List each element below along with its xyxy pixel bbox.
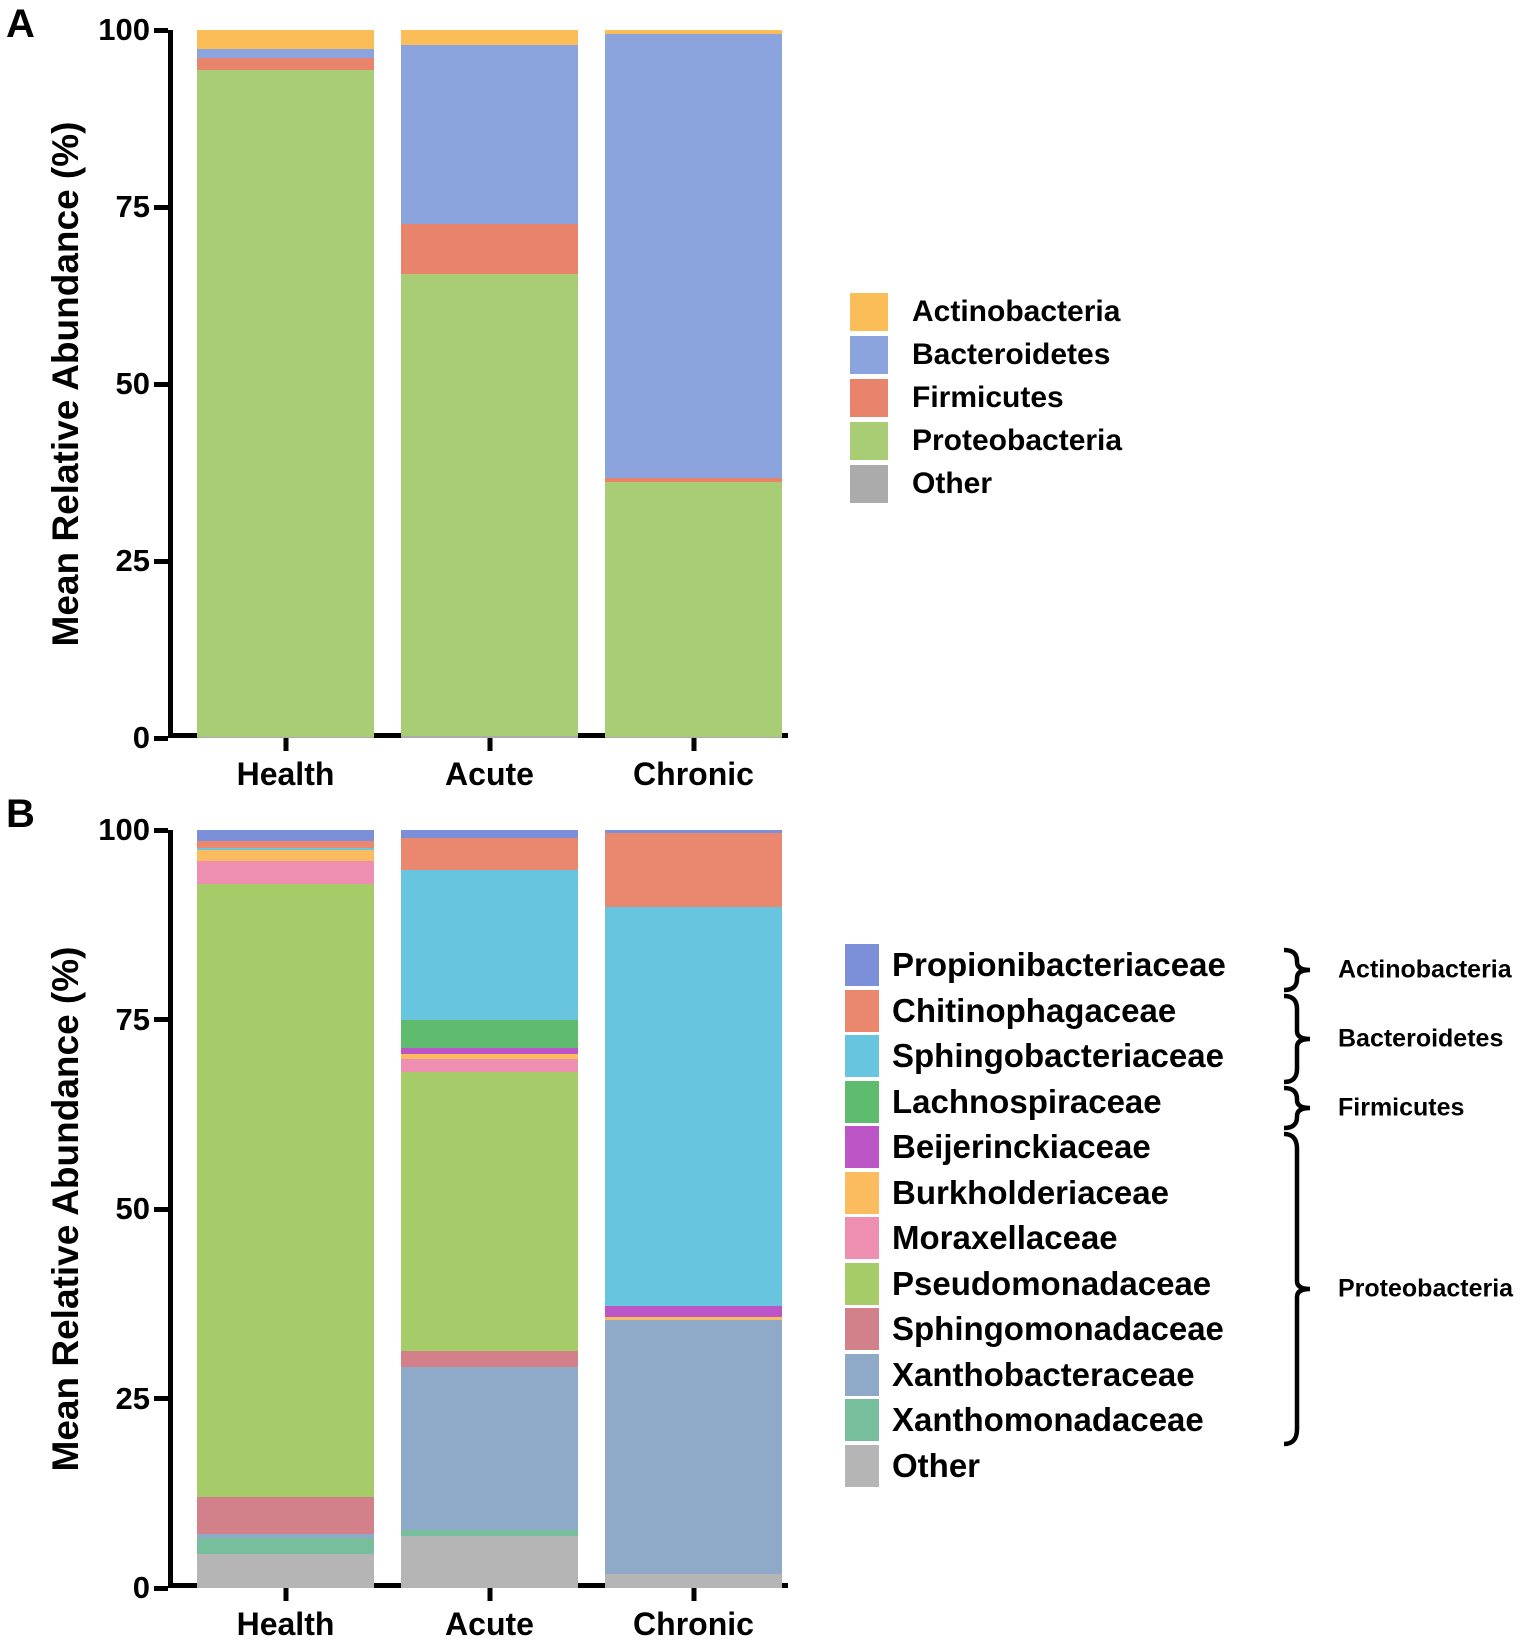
segment-xanthobacteraceae bbox=[605, 1320, 782, 1574]
segment-sphingomonadaceae bbox=[197, 1497, 374, 1534]
segment-beijerinckiaceae bbox=[605, 1306, 782, 1317]
segment-sphingobacteriaceae bbox=[605, 907, 782, 1306]
legend-b-swatch-xanthobacteraceae bbox=[845, 1354, 879, 1396]
bracket-actinobacteria bbox=[1282, 947, 1316, 993]
segment-proteobacteria bbox=[197, 70, 374, 737]
segment-other bbox=[605, 1574, 782, 1588]
y-tick-label: 50 bbox=[115, 1191, 150, 1226]
legend-b-swatch-xanthomonadaceae bbox=[845, 1399, 879, 1441]
x-category-label-health: Health bbox=[236, 756, 335, 792]
y-tick-mark bbox=[154, 205, 168, 210]
y-tick-mark bbox=[154, 1017, 168, 1022]
legend-b-swatch-moraxellaceae bbox=[845, 1217, 879, 1259]
legend-b-label-xanthobacteraceae: Xanthobacteraceae bbox=[892, 1355, 1195, 1393]
x-tick-mark bbox=[487, 738, 492, 751]
legend-a-label-bacteroidetes: Bacteroidetes bbox=[912, 338, 1111, 371]
segment-bacteroidetes bbox=[605, 34, 782, 479]
segment-xanthobacteraceae bbox=[401, 1367, 578, 1530]
legend-b-swatch-sphingobacteriaceae bbox=[845, 1035, 879, 1077]
x-tick-mark bbox=[691, 738, 696, 751]
y-tick-label: 0 bbox=[132, 1570, 150, 1605]
segment-moraxellaceae bbox=[401, 1059, 578, 1072]
phylum-label-firmicutes: Firmicutes bbox=[1338, 1093, 1465, 1122]
y-tick-label: 0 bbox=[132, 720, 150, 755]
stacked-bar-chronic bbox=[605, 830, 782, 1588]
legend-b-swatch-burkholderiaceae bbox=[845, 1172, 879, 1214]
y-tick-mark bbox=[154, 559, 168, 564]
segment-actinobacteria bbox=[401, 30, 578, 45]
x-category-label-health: Health bbox=[236, 1606, 335, 1640]
stacked-bar-health bbox=[197, 830, 374, 1588]
y-tick-mark bbox=[154, 736, 168, 741]
segment-chitinophagaceae bbox=[401, 838, 578, 870]
segment-sphingomonadaceae bbox=[401, 1351, 578, 1368]
y-tick-mark bbox=[154, 828, 168, 833]
y-tick-mark bbox=[154, 1207, 168, 1212]
y-tick-label: 75 bbox=[115, 1001, 150, 1037]
segment-bacteroidetes bbox=[401, 45, 578, 224]
legend-b-label-burkholderiaceae: Burkholderiaceae bbox=[892, 1173, 1169, 1211]
phylum-label-bacteroidetes: Bacteroidetes bbox=[1338, 1024, 1504, 1053]
x-tick-mark bbox=[283, 738, 288, 751]
legend-a-swatch-other bbox=[850, 465, 888, 503]
legend-b-swatch-propionibacteriaceae bbox=[845, 944, 879, 986]
segment-proteobacteria bbox=[605, 482, 782, 736]
y-tick-mark bbox=[154, 382, 168, 387]
segment-pseudomonadaceae bbox=[197, 884, 374, 1497]
legend-b-label-lachnospiraceae: Lachnospiraceae bbox=[892, 1082, 1162, 1120]
bracket-proteobacteria bbox=[1282, 1131, 1316, 1447]
y-tick-label: 100 bbox=[98, 12, 150, 47]
segment-chitinophagaceae bbox=[605, 833, 782, 907]
legend-a-label-other: Other bbox=[912, 467, 993, 500]
legend-b-label-other: Other bbox=[892, 1446, 981, 1484]
stacked-bar-health bbox=[197, 30, 374, 738]
segment-chitinophagaceae bbox=[197, 841, 374, 848]
segment-other bbox=[197, 1554, 374, 1588]
segment-pseudomonadaceae bbox=[401, 1072, 578, 1351]
x-category-label-chronic: Chronic bbox=[633, 1606, 754, 1640]
segment-firmicutes bbox=[401, 224, 578, 274]
y-tick-label: 75 bbox=[115, 189, 150, 224]
legend-b-label-sphingobacteriaceae: Sphingobacteriaceae bbox=[892, 1037, 1224, 1074]
legend-b-swatch-sphingomonadaceae bbox=[845, 1308, 879, 1350]
x-category-label-acute: Acute bbox=[445, 1606, 534, 1640]
stacked-bar-acute bbox=[401, 30, 578, 738]
segment-lachnospiraceae bbox=[401, 1020, 578, 1048]
bracket-bacteroidetes bbox=[1282, 993, 1316, 1085]
legend-a-swatch-firmicutes bbox=[850, 379, 888, 417]
bracket-firmicutes bbox=[1282, 1085, 1316, 1131]
legend-a-label-actinobacteria: Actinobacteria bbox=[912, 295, 1121, 328]
legend-a-label-firmicutes: Firmicutes bbox=[912, 381, 1064, 414]
y-tick-mark bbox=[154, 1396, 168, 1401]
stacked-bar-chronic bbox=[605, 30, 782, 738]
legend-b-label-sphingomonadaceae: Sphingomonadaceae bbox=[892, 1310, 1224, 1347]
segment-propionibacteriaceae bbox=[197, 830, 374, 841]
segment-sphingobacteriaceae bbox=[401, 870, 578, 1020]
segment-bacteroidetes bbox=[197, 49, 374, 58]
legend-b-swatch-chitinophagaceae bbox=[845, 990, 879, 1032]
y-tick-mark bbox=[154, 1586, 168, 1591]
x-tick-mark bbox=[691, 1588, 696, 1601]
legend-a-swatch-actinobacteria bbox=[850, 293, 888, 331]
segment-firmicutes bbox=[197, 58, 374, 69]
legend-b-label-propionibacteriaceae: Propionibacteriaceae bbox=[892, 946, 1226, 983]
segment-propionibacteriaceae bbox=[401, 830, 578, 838]
y-tick-label: 100 bbox=[98, 812, 150, 847]
segment-actinobacteria bbox=[197, 30, 374, 49]
segment-other bbox=[401, 1536, 578, 1588]
y-axis-title: Mean Relative Abundance (%) bbox=[45, 946, 86, 1472]
segment-proteobacteria bbox=[401, 274, 578, 736]
legend-a-swatch-bacteroidetes bbox=[850, 336, 888, 374]
phylum-label-actinobacteria: Actinobacteria bbox=[1338, 955, 1512, 984]
legend-b-label-beijerinckiaceae: Beijerinckiaceae bbox=[892, 1128, 1151, 1165]
segment-burkholderiaceae bbox=[197, 850, 374, 861]
legend-b-swatch-beijerinckiaceae bbox=[845, 1126, 879, 1168]
legend-b-label-pseudomonadaceae: Pseudomonadaceae bbox=[892, 1264, 1212, 1302]
legend-b-swatch-lachnospiraceae bbox=[845, 1081, 879, 1123]
y-tick-label: 25 bbox=[115, 1380, 150, 1416]
legend-b-swatch-pseudomonadaceae bbox=[845, 1263, 879, 1305]
x-category-label-chronic: Chronic bbox=[633, 756, 754, 792]
y-axis-title: Mean Relative Abundance (%) bbox=[45, 121, 86, 647]
legend-b-label-moraxellaceae: Moraxellaceae bbox=[892, 1219, 1118, 1256]
x-tick-mark bbox=[283, 1588, 288, 1601]
legend-b-label-chitinophagaceae: Chitinophagaceae bbox=[892, 991, 1177, 1029]
panel-letter-a: A bbox=[6, 2, 35, 46]
x-category-label-acute: Acute bbox=[445, 756, 534, 792]
x-tick-mark bbox=[487, 1588, 492, 1601]
y-tick-mark bbox=[154, 28, 168, 33]
y-tick-label: 50 bbox=[115, 366, 150, 401]
legend-a-label-proteobacteria: Proteobacteria bbox=[912, 424, 1123, 457]
panel-letter-b: B bbox=[6, 792, 35, 836]
legend-b-label-xanthomonadaceae: Xanthomonadaceae bbox=[892, 1401, 1204, 1438]
stacked-bar-acute bbox=[401, 830, 578, 1588]
legend-a-swatch-proteobacteria bbox=[850, 422, 888, 460]
legend-b-swatch-other bbox=[845, 1445, 879, 1487]
phylum-label-proteobacteria: Proteobacteria bbox=[1338, 1274, 1514, 1303]
segment-moraxellaceae bbox=[197, 861, 374, 884]
segment-xanthomonadaceae bbox=[197, 1538, 374, 1554]
y-tick-label: 25 bbox=[115, 543, 150, 578]
